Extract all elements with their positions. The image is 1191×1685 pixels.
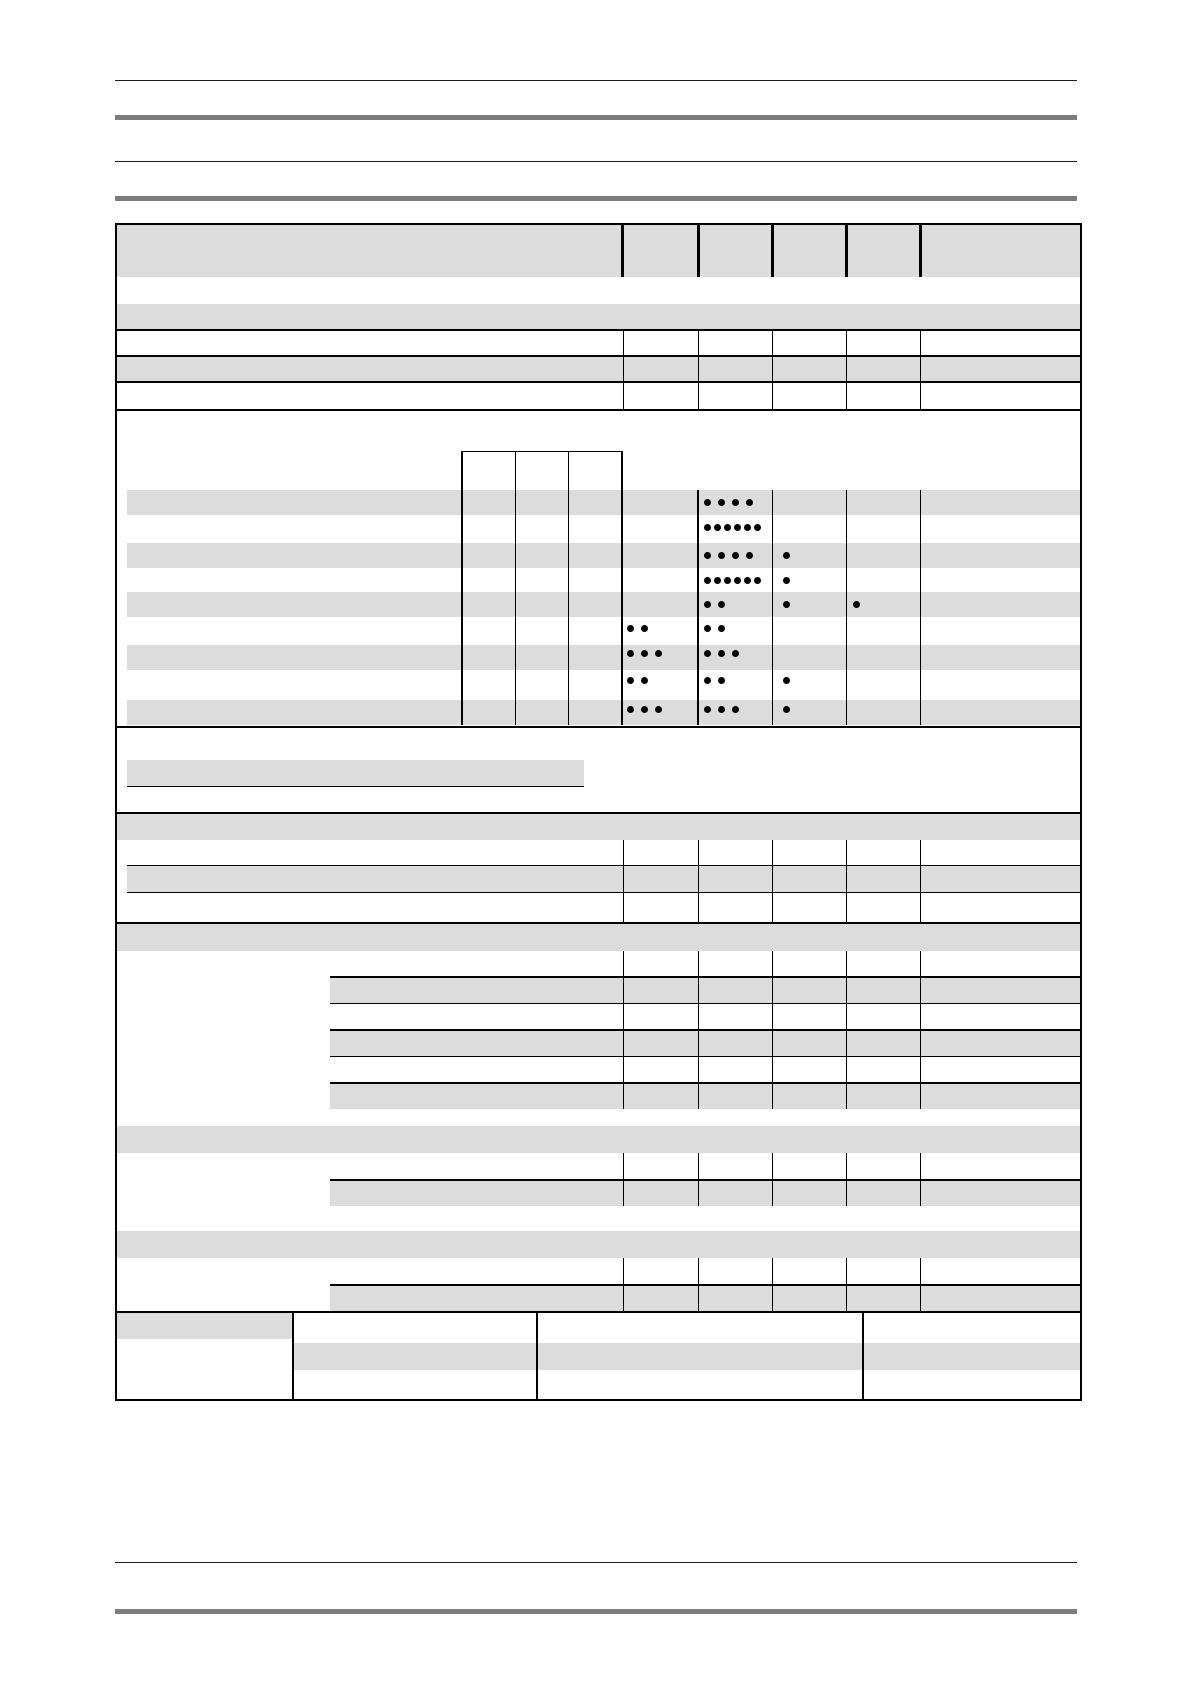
grid-row-1 <box>127 490 1080 515</box>
grid-col-f <box>772 490 773 725</box>
s1-line-c <box>117 381 1080 383</box>
s3-col-1 <box>623 951 624 1109</box>
s1-col-5 <box>920 331 921 409</box>
section-2-header <box>117 813 1080 840</box>
footer-rule-thin <box>115 1562 1077 1563</box>
rating-dot <box>754 524 761 531</box>
rating-dot <box>746 499 753 506</box>
s3-col-4 <box>846 951 847 1109</box>
s5-col-4 <box>846 1258 847 1311</box>
s2-col-4 <box>846 840 847 922</box>
grid-row-7 <box>127 645 1080 670</box>
s3-col-5 <box>920 951 921 1109</box>
section-1-header <box>117 304 1080 329</box>
grid-col-a <box>461 451 463 725</box>
s1-line-a <box>117 329 1080 331</box>
rating-dot <box>641 677 648 684</box>
note-field <box>127 760 584 786</box>
s4-col-2 <box>698 1153 699 1206</box>
col-sep-1 <box>621 225 624 277</box>
rating-dot <box>655 706 662 713</box>
s2-col-2 <box>698 840 699 922</box>
s4-col-1 <box>623 1153 624 1206</box>
rating-dot <box>718 677 725 684</box>
col-sep-4 <box>845 225 848 277</box>
rating-dot <box>718 601 725 608</box>
grid-col-c <box>568 451 569 725</box>
rating-dot <box>627 650 634 657</box>
grid-row-5 <box>127 592 1080 617</box>
section-1-row-2 <box>117 356 1080 381</box>
rating-dot <box>718 625 725 632</box>
section-3-header <box>117 924 1080 951</box>
grid-col-h <box>920 490 921 725</box>
grid-col-g <box>846 490 847 725</box>
header-rule-top <box>115 80 1077 81</box>
note-field-underline <box>127 786 584 787</box>
section-4-header <box>117 1126 1080 1153</box>
grid-col-b <box>515 451 516 725</box>
rating-dot <box>704 625 711 632</box>
rating-dot <box>704 524 711 531</box>
s2-col-3 <box>772 840 773 922</box>
s1-col-2 <box>698 331 699 409</box>
rating-dot <box>704 577 711 584</box>
rating-dot <box>641 706 648 713</box>
s2-line-c <box>117 922 1080 924</box>
grid-col-e <box>697 490 699 725</box>
section-2-top-line <box>117 812 1080 814</box>
s3-line-d <box>330 1056 1080 1057</box>
rating-dot <box>734 524 741 531</box>
rating-dot <box>704 677 711 684</box>
footer-col-2 <box>536 1311 538 1399</box>
section-3-row-6 <box>330 1083 1080 1109</box>
s3-col-3 <box>772 951 773 1109</box>
s3-line-e <box>330 1082 1080 1084</box>
s2-col-1 <box>623 840 624 922</box>
col-sep-3 <box>771 225 774 277</box>
s3-line-c <box>330 1029 1080 1031</box>
header-rule-thick-2 <box>115 196 1077 201</box>
section-3-row-4 <box>330 1030 1080 1056</box>
rating-dot <box>627 706 634 713</box>
s1-col-3 <box>772 331 773 409</box>
grid-bottom-line <box>117 726 1080 728</box>
rating-dot <box>783 706 790 713</box>
footer-col-3 <box>862 1311 864 1399</box>
rating-dot <box>704 706 711 713</box>
s3-line-b <box>330 1003 1080 1004</box>
section-2-row-2 <box>127 866 1080 892</box>
rating-dot <box>746 552 753 559</box>
s1-col-1 <box>623 331 624 409</box>
rating-dot <box>704 601 711 608</box>
grid-top-line <box>462 451 623 452</box>
rating-dot <box>853 601 860 608</box>
section-3-row-2 <box>330 977 1080 1003</box>
s2-line-a <box>127 865 1080 866</box>
rating-dot <box>718 706 725 713</box>
rating-dot <box>744 577 751 584</box>
rating-dot <box>641 650 648 657</box>
s5-col-1 <box>623 1258 624 1311</box>
rating-dot <box>718 650 725 657</box>
rating-dot <box>783 601 790 608</box>
rating-dot <box>627 625 634 632</box>
table-header-shade <box>117 225 1080 277</box>
rating-dot <box>641 625 648 632</box>
s3-col-2 <box>698 951 699 1109</box>
s5-col-3 <box>772 1258 773 1311</box>
rating-dot <box>734 577 741 584</box>
s5-col-5 <box>920 1258 921 1311</box>
s5-line-a <box>330 1284 1080 1286</box>
rating-dot <box>744 524 751 531</box>
rating-dot <box>724 524 731 531</box>
header-rule-mid <box>115 161 1077 162</box>
s4-col-4 <box>846 1153 847 1206</box>
s1-line-b <box>117 355 1080 357</box>
footer-col-1 <box>292 1311 294 1399</box>
grid-row-3 <box>127 543 1080 568</box>
rating-dot <box>732 706 739 713</box>
s2-col-5 <box>920 840 921 922</box>
rating-dot <box>714 577 721 584</box>
rating-dot <box>704 650 711 657</box>
grid-row-9 <box>127 700 1080 725</box>
rating-dot <box>783 677 790 684</box>
header-rule-thick-1 <box>115 115 1077 120</box>
rating-dot <box>718 552 725 559</box>
rating-dot <box>724 577 731 584</box>
rating-dot <box>714 524 721 531</box>
s4-line-a <box>330 1179 1080 1181</box>
grid-col-d <box>621 451 623 725</box>
s4-col-3 <box>772 1153 773 1206</box>
footer-block-row-2 <box>293 1343 1080 1370</box>
rating-dot <box>754 577 761 584</box>
s5-col-2 <box>698 1258 699 1311</box>
rating-dot <box>783 577 790 584</box>
s2-line-b <box>127 892 1080 893</box>
rating-dot <box>704 499 711 506</box>
rating-dot <box>783 552 790 559</box>
section-4-row-2 <box>330 1180 1080 1206</box>
rating-dot <box>704 552 711 559</box>
s1-col-4 <box>846 331 847 409</box>
col-sep-5 <box>919 225 922 277</box>
s4-col-5 <box>920 1153 921 1206</box>
col-sep-2 <box>697 225 700 277</box>
rating-dot <box>718 499 725 506</box>
footer-block-label <box>117 1313 292 1339</box>
rating-dot <box>627 677 634 684</box>
rating-dot <box>732 499 739 506</box>
footer-block-top <box>117 1311 1080 1313</box>
section-5-row-2 <box>330 1285 1080 1311</box>
footer-rule-thick <box>115 1609 1077 1614</box>
rating-dot <box>732 552 739 559</box>
s1-line-d <box>117 409 1080 411</box>
s3-line-a <box>330 976 1080 978</box>
section-5-header <box>117 1231 1080 1258</box>
rating-dot <box>732 650 739 657</box>
rating-dot <box>655 650 662 657</box>
